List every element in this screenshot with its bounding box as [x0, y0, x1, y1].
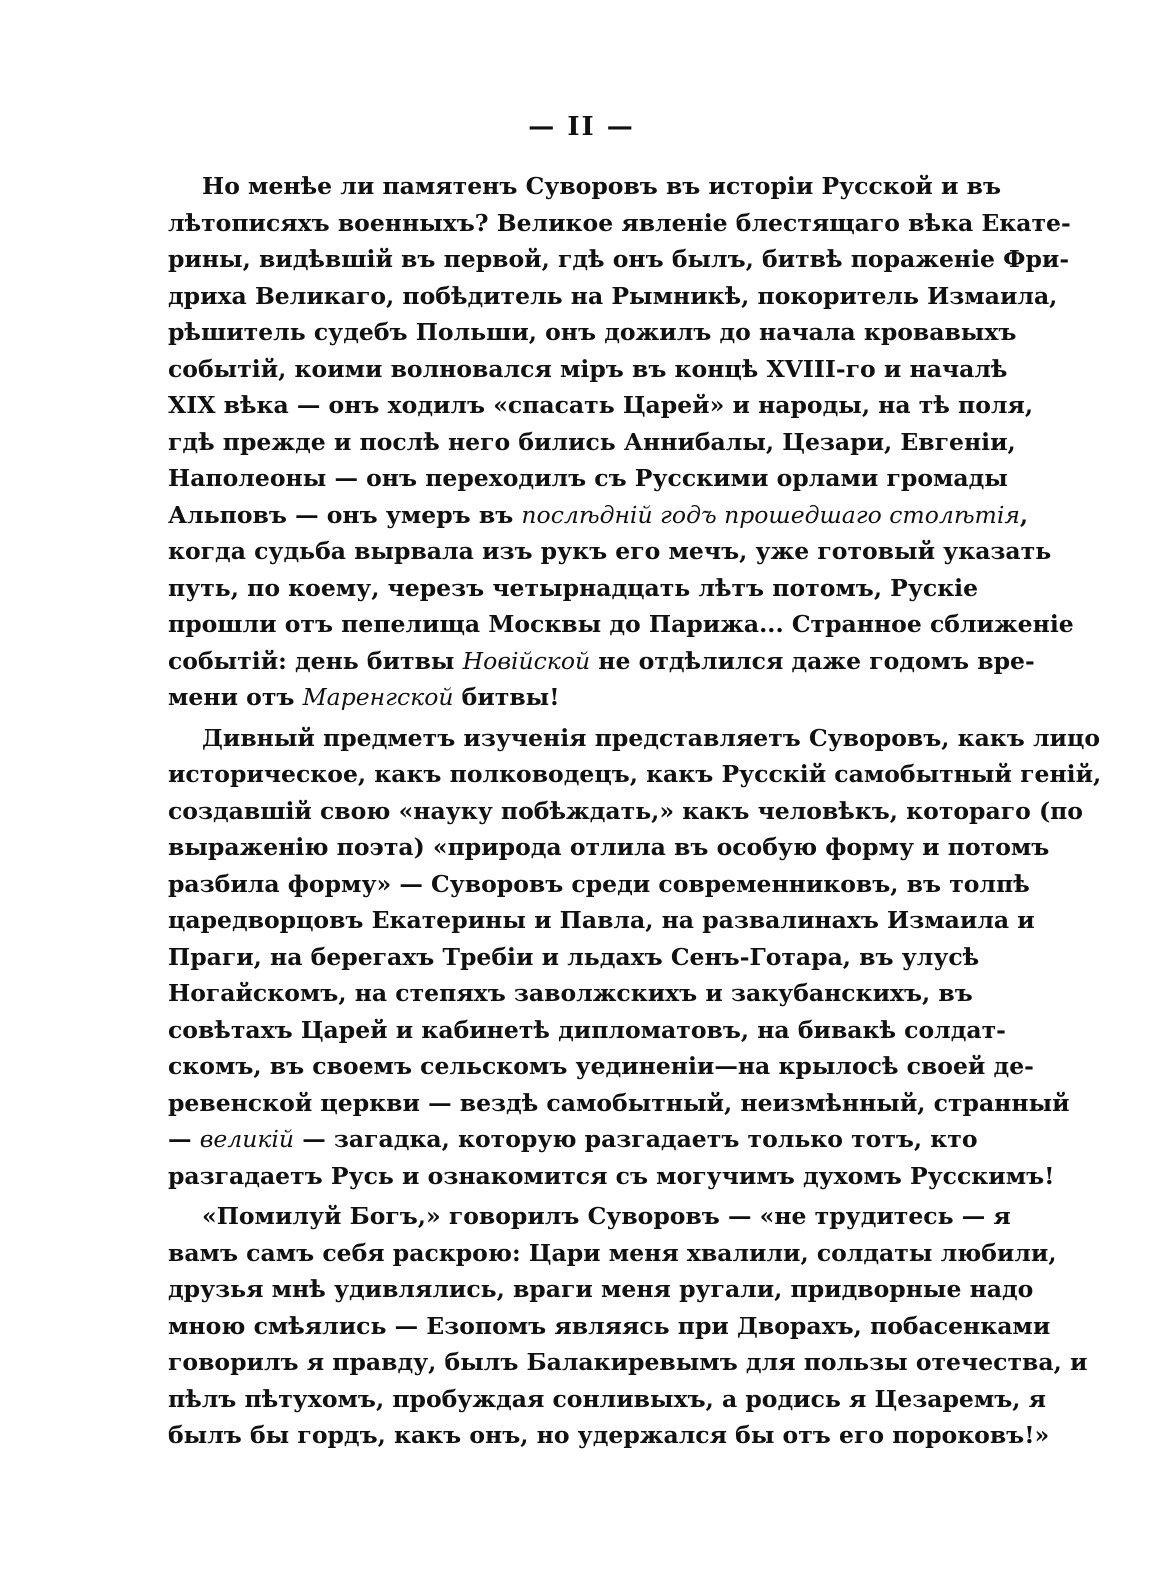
- text-line: [168, 424, 1016, 461]
- text-line: [168, 351, 1008, 388]
- text-segment: дриха Великаго, побѣдитель на Рымникѣ, покоритель Измаила,: [168, 281, 1058, 310]
- text-segment: Наполеоны — онъ переходилъ съ Русскими орлами громады: [168, 464, 1008, 492]
- italic-phrase: послѣдній годъ прошедшаго столѣтія: [521, 500, 1020, 529]
- page-number: — II —: [528, 112, 635, 142]
- text-segment: битвы!: [453, 683, 560, 711]
- text-segment: Ногайскомъ, на степяхъ заволжскихъ и закубанскихъ, въ: [168, 979, 973, 1007]
- text-line: [168, 1198, 1011, 1235]
- text-segment: Но менѣе ли памятенъ Суворовъ въ исторіи Русской и въ: [202, 172, 1002, 200]
- text-segment: друзья мнѣ удивлялись, враги меня ругали, придворные надо: [168, 1275, 1034, 1303]
- text-line: [168, 793, 1083, 830]
- italic-phrase: Маренгской: [302, 683, 454, 711]
- text-line: [168, 720, 1101, 757]
- italic-phrase: Новійской: [462, 646, 591, 675]
- text-segment: скомъ, въ своемъ сельскомъ уединеніи—на крылосѣ своей де-: [168, 1052, 1034, 1080]
- text-segment: Дивный предметъ изученія представляетъ Суворовъ, какъ лицо: [202, 723, 1101, 752]
- text-segment: XIX вѣка — онъ ходилъ «спасать Царей» и народы, на тѣ поля,: [168, 391, 1034, 419]
- text-segment: создавшій свою «науку побѣждать,» какъ человѣкъ, котораго (по: [168, 796, 1083, 825]
- text-line: [168, 1235, 1057, 1272]
- text-line: [168, 1012, 1006, 1049]
- text-line: [168, 1271, 1034, 1308]
- text-segment: «Помилуй Богъ,» говорилъ Суворовъ — «не трудитесь — я: [202, 1202, 1011, 1230]
- text-line: [168, 975, 973, 1012]
- text-segment: вамъ самъ себя раскрою: Цари меня хвалили, солдаты любили,: [168, 1238, 1057, 1267]
- text-segment: ревенской церкви — вездѣ самобытный, неизмѣнный, странный: [168, 1088, 1070, 1117]
- text-line: [168, 314, 1017, 351]
- text-segment: гдѣ прежде и послѣ него бились Аннибалы, Цезари, Евгеніи,: [168, 427, 1016, 456]
- text-line: [168, 756, 1102, 793]
- text-segment: совѣтахъ Царей и кабинетѣ дипломатовъ, на бивакѣ солдат-: [168, 1015, 1006, 1044]
- text-line: [168, 1121, 978, 1158]
- text-line: [168, 1417, 1050, 1454]
- text-line: [168, 866, 1030, 903]
- text-line: [168, 168, 1002, 205]
- paragraph: [168, 168, 1074, 716]
- text-line: [168, 387, 1034, 424]
- text-segment: не отдѣлился даже годомъ вре-: [590, 646, 1035, 675]
- text-segment: говорилъ я правду, былъ Балакиревымъ для пользы отечества, и: [168, 1348, 1088, 1376]
- italic-phrase: великій: [199, 1125, 295, 1153]
- text-segment: рины, видѣвшій въ первой, гдѣ онъ былъ, битвѣ пораженіе Фри-: [168, 245, 1070, 273]
- text-segment: царедворцовъ Екатерины и Павла, на развалинахъ Измаила и: [168, 906, 1035, 934]
- text-line: [168, 902, 1035, 939]
- text-line: [168, 1381, 1046, 1418]
- text-segment: путь, по коему, черезъ четырнадцать лѣтъ потомъ, Рускіе: [168, 573, 979, 602]
- text-segment: — загадка, которую разгадаетъ только тотъ, кто: [294, 1125, 978, 1153]
- text-line: [168, 497, 1029, 534]
- text-line: [168, 1085, 1070, 1122]
- text-segment: ,: [1019, 500, 1029, 529]
- text-line: [168, 1344, 1088, 1381]
- text-line: [168, 679, 956, 716]
- text-line: [168, 606, 1074, 643]
- text-segment: когда судьба вырвала изъ рукъ его мечъ, уже готовый указать: [168, 537, 1052, 565]
- text-segment: прошли отъ пепелища Москвы до Парижа... Странное сближеніе: [168, 610, 1074, 638]
- text-line: [168, 533, 1052, 570]
- text-line: [168, 205, 1071, 242]
- text-line: [168, 1158, 1055, 1195]
- text-segment: событій: день битвы: [168, 646, 463, 675]
- text-segment: выраженію поэта) «природа отлила въ особую форму и потомъ: [168, 833, 1050, 861]
- text-segment: пѣлъ пѣтухомъ, пробуждая сонливыхъ, а родись я Цезаремъ, я: [168, 1384, 1046, 1413]
- text-line: [168, 241, 1070, 278]
- body-text: [168, 168, 1102, 1454]
- paragraph: [168, 1198, 1088, 1454]
- text-segment: событій, коими волновался міръ въ концѣ XVIII-го и началѣ: [168, 354, 1008, 383]
- text-line: [168, 939, 980, 976]
- text-line: [168, 829, 1050, 866]
- paragraph: [168, 720, 1102, 1195]
- text-segment: —: [168, 1125, 200, 1153]
- text-segment: Праги, на берегахъ Требіи и льдахъ Сенъ-Готара, въ улусѣ: [168, 942, 980, 971]
- text-line: [168, 1308, 1051, 1345]
- text-line: [168, 278, 1058, 315]
- text-segment: рѣшитель судебъ Польши, онъ дожилъ до начала кровавыхъ: [168, 318, 1017, 346]
- text-line: [168, 1048, 1034, 1085]
- text-segment: разбила форму» — Суворовъ среди современниковъ, въ толпѣ: [168, 869, 1030, 898]
- text-segment: историческое, какъ полководецъ, какъ Русскій самобытный геній,: [168, 760, 1102, 788]
- text-segment: лѣтописяхъ военныхъ? Великое явленіе блестящаго вѣка Екате-: [168, 208, 1071, 237]
- text-segment: Альповъ — онъ умеръ въ: [168, 500, 522, 529]
- text-segment: былъ бы гордъ, какъ онъ, но удержался бы отъ его пороковъ!»: [168, 1421, 1050, 1449]
- text-line: [168, 570, 979, 607]
- text-segment: мени отъ: [168, 683, 303, 711]
- text-segment: разгадаетъ Русь и ознакомится съ могучимъ духомъ Русскимъ!: [168, 1161, 1055, 1190]
- text-segment: мною смѣялись — Езопомъ являясь при Дворахъ, побасенками: [168, 1311, 1051, 1340]
- text-line: [168, 460, 1008, 497]
- text-line: [168, 643, 1035, 680]
